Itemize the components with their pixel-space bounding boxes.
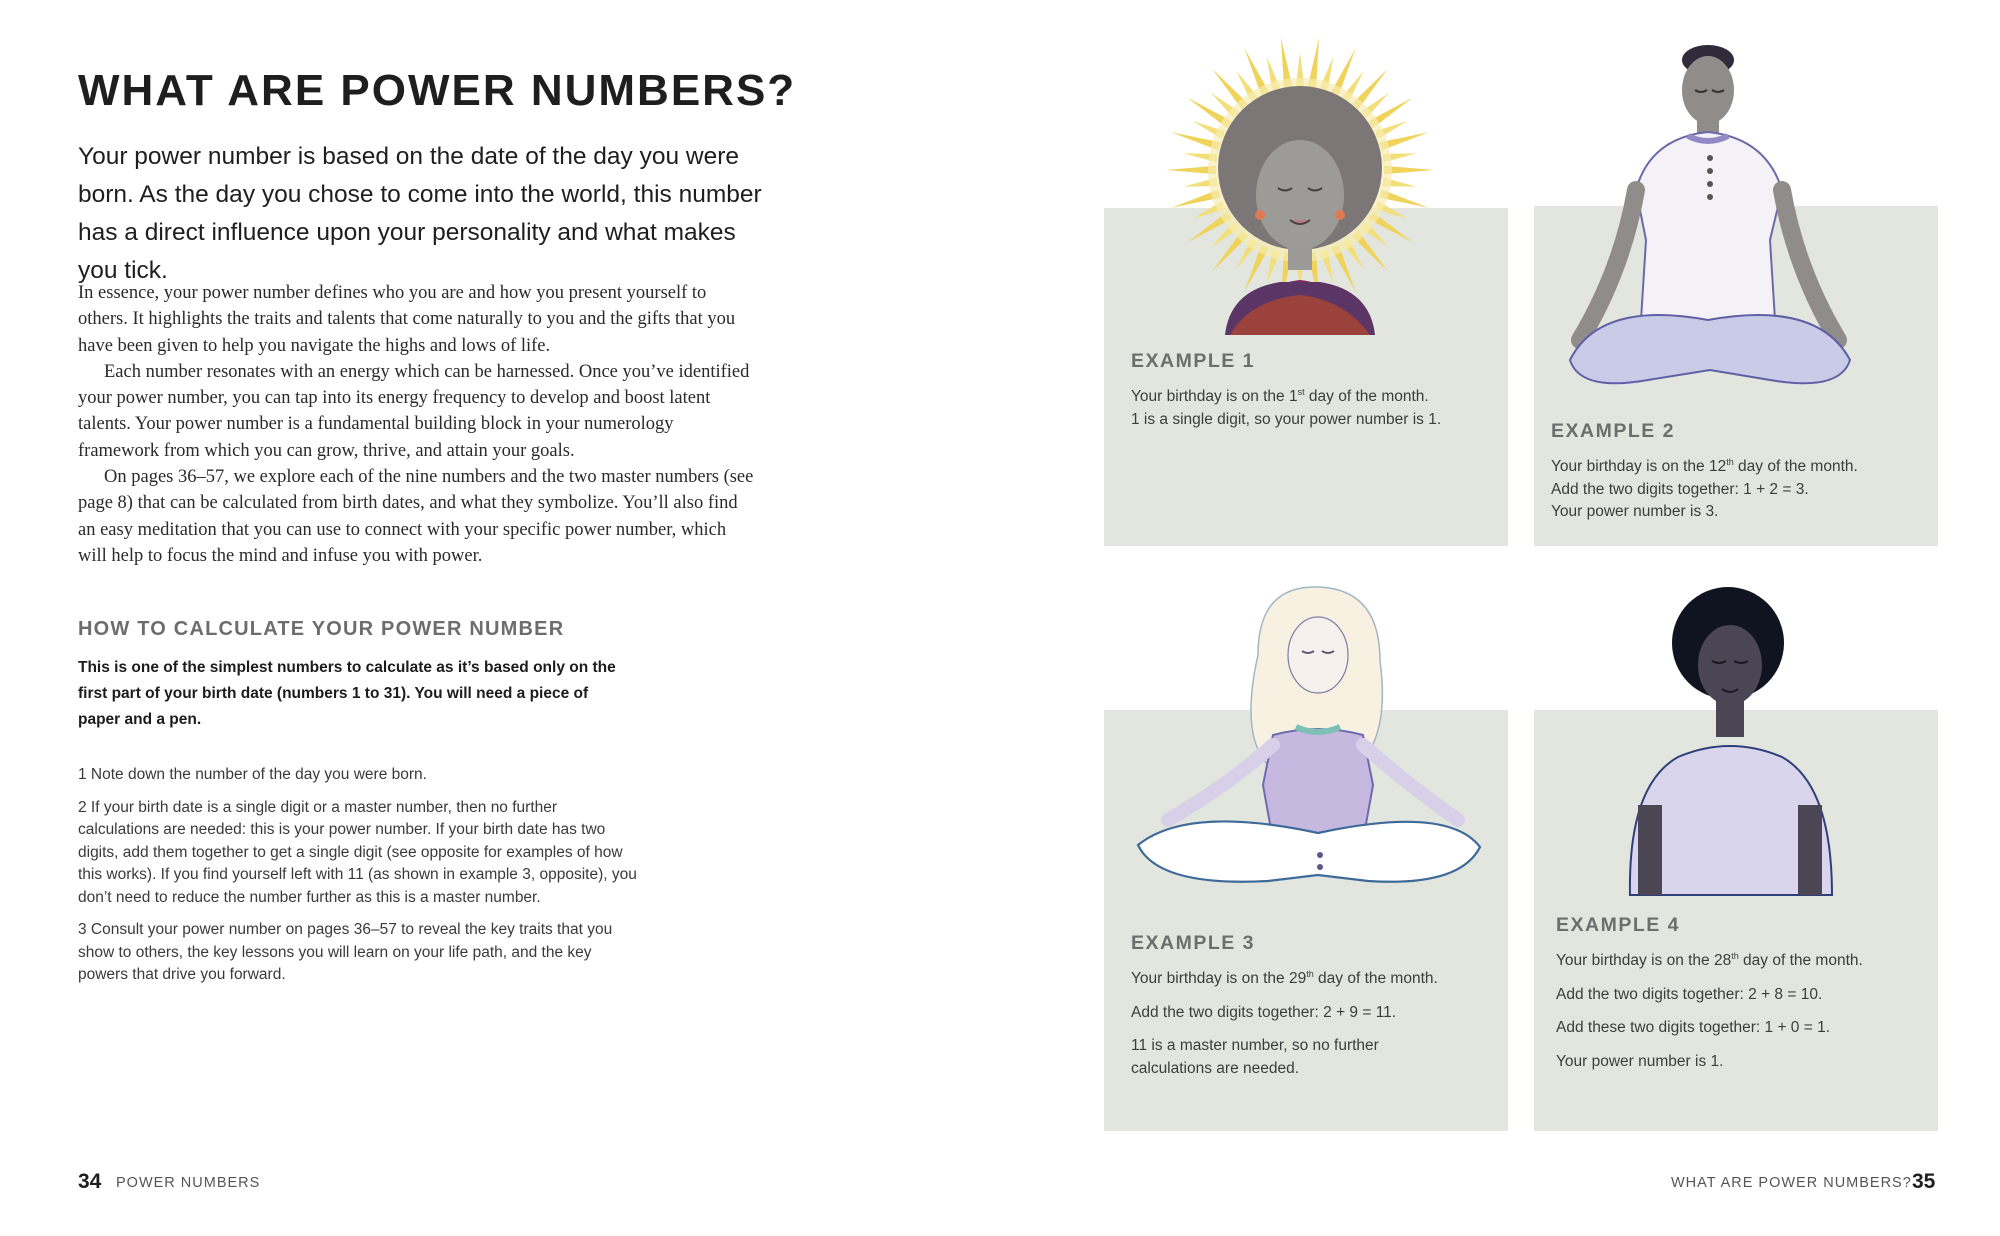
example-2-title: EXAMPLE 2 — [1551, 420, 1676, 442]
example-2-line-3: Your power number is 3. — [1551, 503, 1719, 520]
example-3-title: EXAMPLE 3 — [1131, 932, 1256, 954]
running-head-left: POWER NUMBERS — [116, 1175, 261, 1191]
body-paragraph: On pages 36–57, we explore each of the nine numbers and the two master numbers (see page 8) that can be calculated from birth dates, and what they symbolize. You’ll also find an easy meditation that you can use to connect with your specific power number, which will help to focus the mind and infuse you with power. — [78, 467, 754, 566]
page-number-left: 34 — [78, 1170, 102, 1193]
steps-list — [78, 764, 638, 997]
body-paragraph: In essence, your power number defines who you are and how you present yourself to others. It highlights the traits and talents that come naturally to you and the gifts that you have been given to help you navigate the highs and lows of life. — [78, 283, 736, 356]
example-2-line-1: Your birthday is on the 12th day of the month. — [1551, 457, 1858, 475]
step-item: 3 Consult your power number on pages 36–57 to reveal the key traits that you show to others, the key lessons you will learn on your life path, and the key powers that drive you forward. — [78, 921, 613, 983]
example-1-line-1: Your birthday is on the 1st day of the month. — [1131, 387, 1429, 405]
example-4-text — [1556, 950, 1916, 1084]
running-head-right: WHAT ARE POWER NUMBERS? — [1671, 1175, 1912, 1191]
example-1-text — [1131, 386, 1491, 431]
calculate-subheading: HOW TO CALCULATE YOUR POWER NUMBER — [78, 618, 565, 640]
example-3-line-1: Your birthday is on the 29th day of the month. — [1131, 969, 1438, 987]
example-3-text — [1131, 968, 1481, 1091]
example-4-title: EXAMPLE 4 — [1556, 914, 1681, 936]
page-number-right: 35 — [1912, 1170, 1936, 1193]
example-3-line-3: 11 is a master number, so no further calculations are needed. — [1131, 1037, 1379, 1077]
example-4-line-4: Your power number is 1. — [1556, 1052, 1724, 1070]
blonde-woman-meditating-illustration — [1128, 585, 1488, 920]
page-heading: WHAT ARE POWER NUMBERS? — [78, 66, 797, 115]
woman-with-sun-halo-illustration — [1130, 30, 1470, 335]
example-3-line-2: Add the two digits together: 2 + 9 = 11. — [1131, 1003, 1397, 1021]
man-meditating-illustration — [1540, 40, 1880, 415]
body-paragraph: Each number resonates with an energy which can be harnessed. Once you’ve identified your power number, you can tap into its energy frequency to develop and boost latent talents. Your power number is a fundamental building block in your numerology framework from which you can grow, thrive, and attain your goals. — [78, 361, 750, 461]
example-1-title: EXAMPLE 1 — [1131, 350, 1256, 372]
body-text — [78, 280, 758, 569]
example-2-text — [1551, 456, 1911, 524]
example-2-line-2: Add the two digits together: 1 + 2 = 3. — [1551, 480, 1809, 498]
intro-paragraph: Your power number is based on the date of the day you were born. As the day you chose to come into the world, this number has a direct influence upon your personality and what makes you tick. — [78, 143, 762, 284]
step-item: 2 If your birth date is a single digit or a master number, then no further calculations are needed: this is your power number. If your birth date has two digits, add them together to get a single digit (see opposite for examples of how this works). If you find yourself left with 11 (as shown in example 3, opposite), you don’t need to reduce the number further as this is a master number. — [78, 798, 637, 906]
woman-with-afro-illustration — [1600, 585, 1860, 895]
example-1-line-2: 1 is a single digit, so your power number is 1. — [1131, 410, 1442, 428]
example-4-line-1: Your birthday is on the 28th day of the month. — [1556, 951, 1863, 969]
example-4-line-2: Add the two digits together: 2 + 8 = 10. — [1556, 985, 1823, 1003]
calculate-lead: This is one of the simplest numbers to calculate as it’s based only on the first part of your birth date (numbers 1 to 31). You will need a piece of paper and a pen. — [78, 659, 616, 728]
example-4-line-3: Add these two digits together: 1 + 0 = 1. — [1556, 1019, 1831, 1036]
step-item: 1 Note down the number of the day you were born. — [78, 766, 427, 783]
